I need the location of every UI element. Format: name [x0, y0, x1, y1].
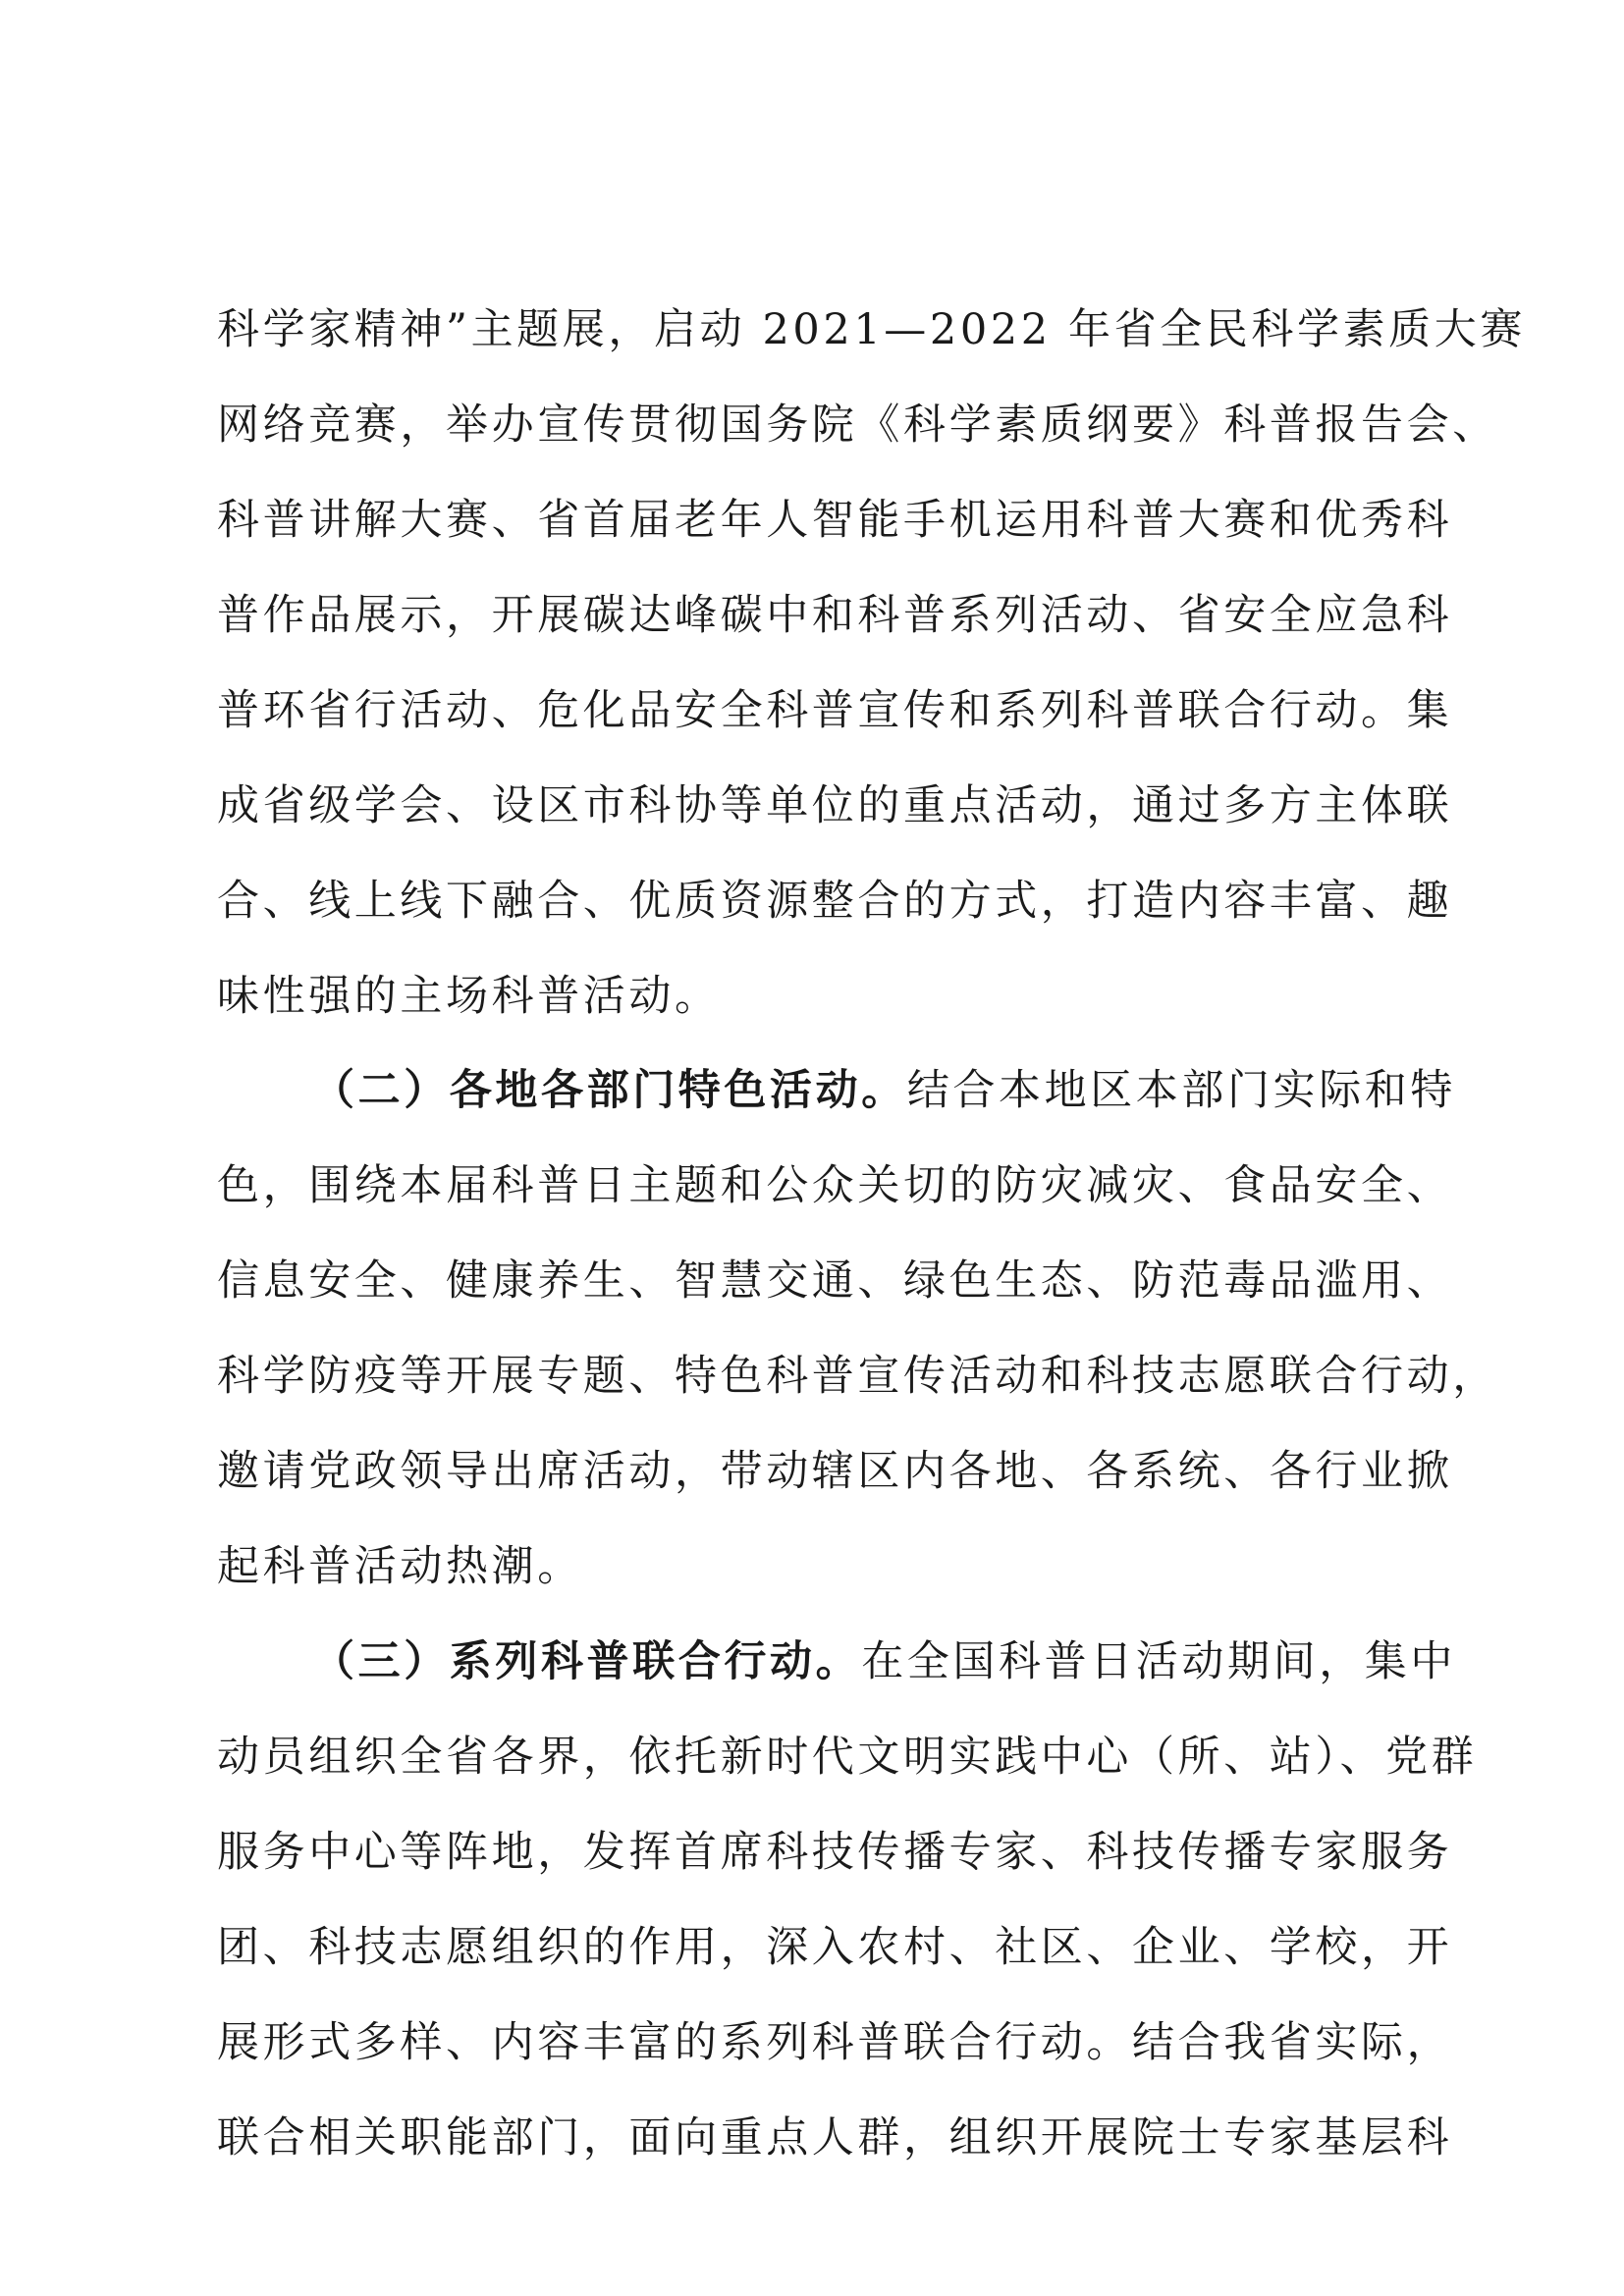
paragraph-first-line — [312, 1061, 1457, 1120]
section-heading: （三）系列科普联合行动。 — [312, 1637, 862, 1686]
paragraph-line: 普环省行活动、危化品安全科普宣传和系列科普联合行动。集 — [217, 686, 1453, 735]
paragraph-line: 展形式多样、内容丰富的系列科普联合行动。结合我省实际， — [217, 2018, 1453, 2067]
paragraph-line: 动员组织全省各界，依托新时代文明实践中心（所、站）、党群 — [217, 1733, 1478, 1782]
paragraph-line: 科普讲解大赛、省首届老年人智能手机运用科普大赛和优秀科 — [217, 496, 1453, 545]
paragraph-line: 色，围绕本届科普日主题和公众关切的防灾减灾、食品安全、 — [217, 1161, 1453, 1210]
paragraph-line: 科学家精神”主题展，启动 2021—2022 年省全民科学素质大赛 — [217, 305, 1526, 354]
paragraph-text: 在全国科普日活动期间，集中 — [861, 1637, 1457, 1686]
paragraph-line: 网络竞赛，举办宣传贯彻国务院《科学素质纲要》科普报告会、 — [217, 400, 1498, 450]
paragraph-line: 服务中心等阵地，发挥首席科技传播专家、科技传播专家服务 — [217, 1828, 1453, 1877]
paragraph-line: 成省级学会、设区市科协等单位的重点活动，通过多方主体联 — [217, 781, 1453, 830]
paragraph-line: 合、线上线下融合、优质资源整合的方式，打造内容丰富、趣 — [217, 877, 1453, 926]
paragraph-line: 团、科技志愿组织的作用，深入农村、社区、企业、学校，开 — [217, 1923, 1453, 1972]
paragraph-line: 科学防疫等开展专题、特色科普宣传活动和科技志愿联合行动， — [217, 1352, 1498, 1401]
paragraph-line: 信息安全、健康养生、智慧交通、绿色生态、防范毒品滥用、 — [217, 1256, 1453, 1306]
paragraph-line: 普作品展示，开展碳达峰碳中和科普系列活动、省安全应急科 — [217, 591, 1453, 640]
paragraph-line: 起科普活动热潮。 — [217, 1542, 583, 1591]
paragraph-line: 味性强的主场科普活动。 — [217, 972, 721, 1021]
paragraph-line: 邀请党政领导出席活动，带动辖区内各地、各系统、各行业掀 — [217, 1447, 1453, 1496]
paragraph-text: 结合本地区本部门实际和特 — [906, 1066, 1457, 1115]
paragraph-line: 联合相关职能部门，面向重点人群，组织开展院士专家基层科 — [217, 2113, 1453, 2163]
section-heading: （二）各地各部门特色活动。 — [312, 1066, 907, 1115]
paragraph-first-line — [312, 1632, 1457, 1691]
